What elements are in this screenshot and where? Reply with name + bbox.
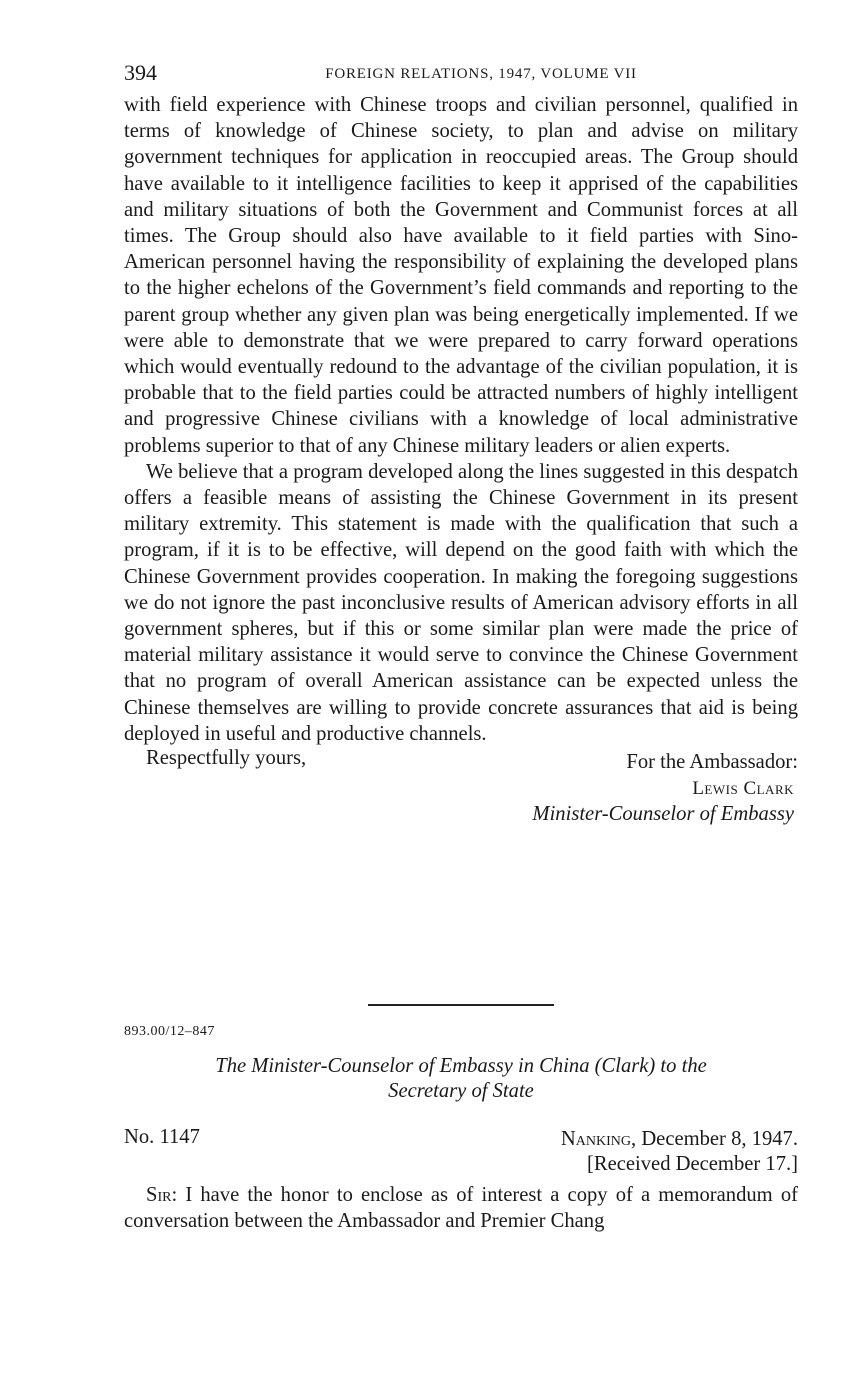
paragraph-conclusion: We believe that a program developed along the lines suggested in this despatch offers a feasible means of assisting the Chinese Government in its present military extremity. This statement is made with the qualification that such a program, if it is to be effective, will depend on the good faith with which the Chinese Government provides cooperation. In making the foregoing suggestions we do not ignore the past inconclusive results of American advisory efforts in all government spheres, but if this or some similar plan were made the price of material military assistance it would serve to convince the Chinese Government that no program of overall American assistance can be expected unless the Chinese themselves are willing to provide concrete assurances that aid is being deployed in useful and productive channels. [124, 460, 798, 745]
paragraph-continued: with field experience with Chinese troops and civilian personnel, qualified in terms of knowledge of Chinese society, to plan and advise on military government techniques for application in reoccupied areas. The Group should have available to it intelligence facilities to keep it apprised of the capabilities and military situations of both the Government and Communist forces at all times. The Group should also have available to it field parties with Sino-American personnel having the responsibility of explaining the developed plans to the higher echelons of the Government’s field commands and reporting to the parent group whether any given plan was being energetically implemented. If we were able to demonstrate that we were prepared to carry forward operations which would eventually redound to the advantage of the civilian population, it is probable that to the field parties could be attracted numbers of highly intelligent and progressive Chinese civilians with a knowledge of local administrative problems superior to that of any Chinese military leaders or alien experts. [124, 94, 798, 457]
file-number: 893.00/12–847 [124, 1024, 215, 1039]
dateline-place: Nanking [560, 1128, 632, 1150]
document-title-line-2: Secretary of State [388, 1080, 534, 1102]
document-title [124, 1054, 798, 1104]
complimentary-close: Respectfully yours, [146, 747, 307, 770]
received-date: [Received December 17.] [587, 1153, 798, 1175]
running-head: FOREIGN RELATIONS, 1947, VOLUME VII [325, 66, 637, 82]
dateline-block [124, 1126, 798, 1178]
salutation-sir: Sir [146, 1184, 172, 1206]
section-divider [368, 1004, 554, 1006]
dateline-date: , December 8, 1947. [631, 1128, 798, 1150]
document-title-line-1: The Minister-Counselor of Embassy in China (Clark) to the [215, 1055, 707, 1077]
despatch-number: No. 1147 [124, 1126, 200, 1148]
signer-title: Minister-Counselor of Embassy [532, 803, 794, 826]
signer-name: Lewis Clark [692, 778, 794, 800]
for-ambassador-line: For the Ambassador: [626, 751, 798, 774]
page-number: 394 [124, 60, 157, 85]
page-header [124, 58, 798, 92]
letter-opening-text: : I have the honor to enclose as of interest a copy of a memorandum of conversation between the Ambassador and Premier Chang [124, 1184, 798, 1233]
document-page [124, 58, 798, 1233]
letter-opening [124, 1182, 798, 1234]
dateline [561, 1128, 798, 1151]
closing-block [124, 747, 798, 829]
